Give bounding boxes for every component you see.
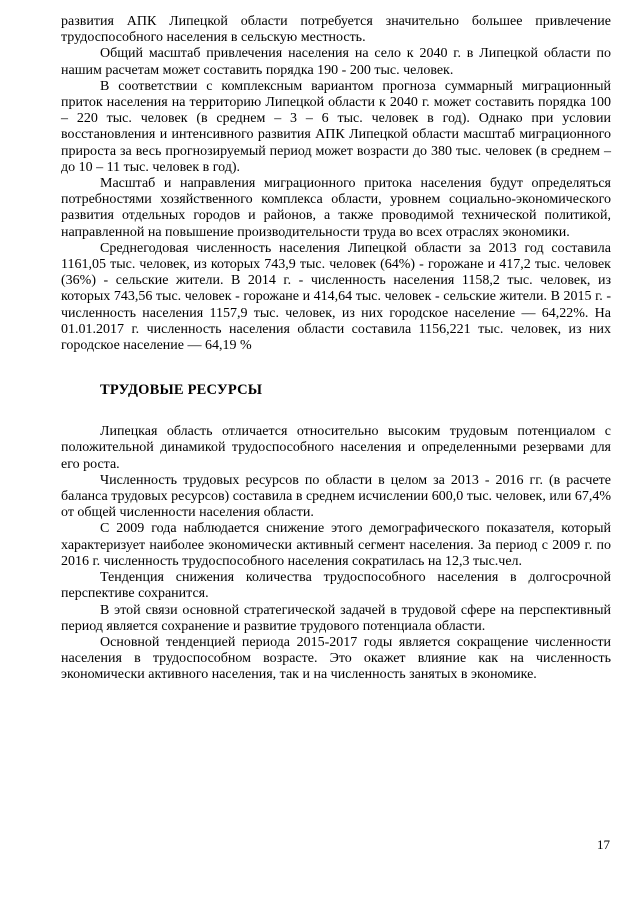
paragraph: развития АПК Липецкой области потребуется значительно большее привлечение трудоспособного населения в сельскую местность. — [61, 14, 611, 46]
paragraph: С 2009 года наблюдается снижение этого демографического показателя, который характеризует наиболее экономически активный сегмент населения. За период с 2009 г. по 2016 г. численность трудоспособного населения сократилась на 12,3 тыс.чел. — [61, 521, 611, 569]
paragraphs-after — [61, 424, 611, 683]
paragraph: Липецкая область отличается относительно высоким трудовым потенциалом с положительной динамикой трудоспособного населения и определенными резервами для его роста. — [61, 424, 611, 472]
section-heading: ТРУДОВЫЕ РЕСУРСЫ — [100, 382, 263, 399]
paragraph: В этой связи основной стратегической задачей в трудовой сфере на перспективный период является сохранение и развитие трудового потенциала области. — [61, 602, 611, 634]
page-number: 17 — [597, 837, 610, 852]
paragraph: Среднегодовая численность населения Липецкой области за 2013 год составила 1161,05 тыс. человек, из которых 743,9 тыс. человек (64%) - горожане и 417,2 тыс. человек (36%) - сельские жители. В 2014 г. - численность населения 1158,2 тыс. человек, из которых 743,56 тыс. человек - горожане и 414,64 тыс. человек - сельские жители. В 2015 г. - численность населения 1157,9 тыс. человек, из них городское население — 64,22%. На 01.01.2017 г. численность населения области составила 1156,221 тыс. человек, из них городское население — 64,19 % — [61, 240, 611, 354]
paragraph: Основной тенденцией периода 2015-2017 годы является сокращение численности населения в трудоспособном возрасте. Это окажет влияние как на численность экономически активного населения, так и на численность занятых в экономике. — [61, 634, 611, 683]
paragraph: Общий масштаб привлечения населения на село к 2040 г. в Липецкой области по нашим расчетам может составить порядка 190 - 200 тыс. человек. — [61, 46, 611, 78]
text-body — [61, 14, 611, 684]
paragraph: Масштаб и направления миграционного притока населения будут определяться потребностями хозяйственного комплекса области, уровнем социально-экономического развития отдельных городов и районов, а также проводимой технической политикой, направленной на повышение производительности труда во всех отраслях экономики. — [61, 176, 611, 240]
paragraph: Тенденция снижения количества трудоспособного населения в долгосрочной перспективе сохранится. — [61, 570, 611, 602]
paragraphs-before — [61, 14, 611, 354]
paragraph: В соответствии с комплексным вариантом прогноза суммарный миграционный приток населения на территорию Липецкой области к 2040 г. может составить порядка 100 – 220 тыс. человек (в среднем – 3 – 6 тыс. человек в год). Однако при условии восстановления и интенсивного развития АПК Липецкой области масштаб миграционного прироста за весь прогнозируемый период может возрасти до 380 тыс. человек (в среднем – до 10 – 11 тыс. человек в год). — [61, 78, 611, 175]
paragraph: Численность трудовых ресурсов по области в целом за 2013 - 2016 гг. (в расчете баланса трудовых ресурсов) составила в среднем исчислении 600,0 тыс. человек, или 67,4% от общей численности населения области. — [61, 472, 611, 521]
